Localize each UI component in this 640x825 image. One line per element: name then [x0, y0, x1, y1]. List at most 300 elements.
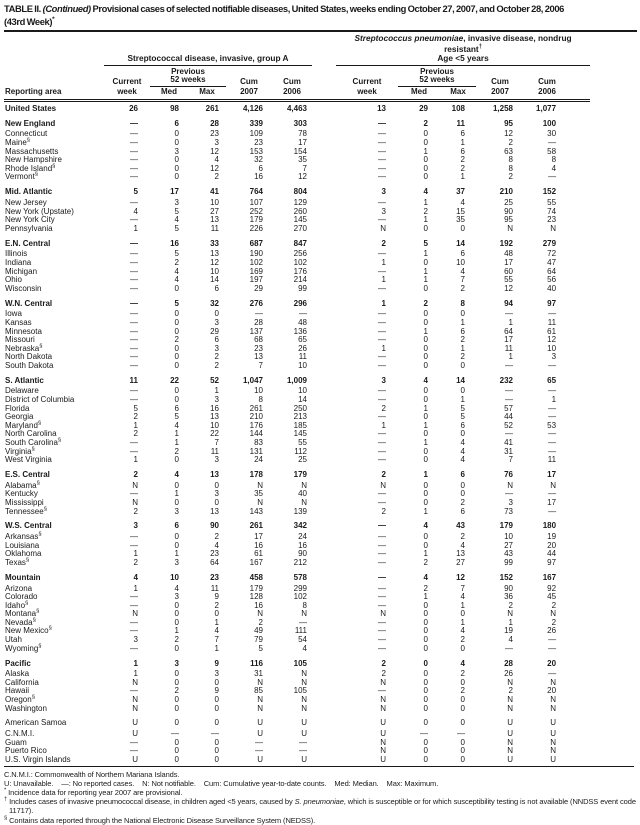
- value-cell: 0: [423, 309, 428, 319]
- value-cell: 5: [174, 223, 179, 233]
- value-cell: —: [378, 617, 386, 627]
- column-gap-cell: [312, 653, 336, 670]
- value-cell: 0: [460, 643, 465, 653]
- value-cell: —: [378, 429, 386, 439]
- value-cell: —: [130, 532, 138, 542]
- value-cell: 0: [460, 737, 465, 747]
- column-gap-cell: [312, 113, 336, 130]
- value-cell: —: [378, 317, 386, 327]
- column-gap-cell: [312, 516, 336, 533]
- table-row: [4, 627, 590, 636]
- value-cell: 2: [133, 429, 138, 439]
- value-cell: 35: [298, 155, 307, 165]
- value-cell: 1: [214, 386, 219, 396]
- value-cell: 11: [129, 375, 138, 385]
- value-cell: 6: [460, 420, 465, 430]
- value-cell: 1: [551, 395, 557, 405]
- value-cell: —: [378, 386, 386, 396]
- value-cell: 13: [456, 549, 465, 559]
- value-cell: 1: [460, 395, 465, 405]
- column-gap-cell: [312, 585, 336, 594]
- group-a-header: Streptococcal disease, invasive, group A: [104, 34, 312, 65]
- column-gap-cell: [312, 499, 336, 508]
- value-cell: 804: [293, 187, 307, 197]
- value-cell: 847: [293, 238, 307, 248]
- value-cell: 2: [508, 172, 513, 182]
- value-cell: 0: [423, 489, 428, 499]
- value-cell: 0: [460, 718, 465, 728]
- col-current-b: Current: [352, 76, 382, 86]
- table-row: [4, 696, 590, 705]
- value-cell: 144: [249, 429, 263, 439]
- value-cell: 0: [423, 360, 428, 370]
- value-cell: 26: [129, 103, 138, 113]
- value-cell: 40: [298, 489, 307, 499]
- value-cell: 108: [451, 103, 465, 113]
- value-cell: 1: [174, 626, 179, 636]
- value-cell: 109: [249, 129, 263, 139]
- value-cell: 1: [381, 298, 386, 308]
- value-cell: 49: [254, 626, 263, 636]
- value-cell: 1: [174, 489, 179, 499]
- column-gap-cell: [312, 756, 336, 765]
- value-cell: 0: [460, 223, 465, 233]
- reporting-area-cell: Mississippi: [5, 497, 44, 507]
- table-row: [4, 533, 590, 542]
- value-cell: 9: [214, 658, 219, 668]
- value-cell: 68: [254, 335, 263, 345]
- reporting-area-cell: W.S. Central: [5, 521, 52, 531]
- reporting-area-cell: California: [5, 677, 39, 687]
- value-cell: 63: [504, 146, 513, 156]
- table-row: [4, 739, 590, 748]
- value-cell: 27: [456, 557, 465, 567]
- value-cell: —: [130, 138, 138, 148]
- column-gap-cell: [312, 482, 336, 491]
- value-cell: —: [378, 146, 386, 156]
- value-cell: 52: [504, 420, 513, 430]
- value-cell: 0: [423, 129, 428, 139]
- value-cell: —: [505, 309, 513, 319]
- value-cell: —: [548, 429, 557, 439]
- table-row: [4, 328, 590, 337]
- reporting-area-cell: Nebraska§: [5, 343, 43, 353]
- table-row: [4, 310, 590, 319]
- reporting-area-cell: Missouri: [5, 335, 35, 345]
- table-row: [4, 670, 590, 679]
- value-cell: 2: [460, 335, 465, 345]
- value-cell: 232: [499, 375, 513, 385]
- value-cell: 22: [210, 429, 219, 439]
- value-cell: —: [378, 215, 386, 225]
- reporting-area-cell: Maine§: [5, 137, 31, 148]
- reporting-area-cell: New Jersey: [5, 198, 47, 207]
- value-cell: 12: [210, 146, 219, 156]
- value-cell: —: [130, 129, 138, 139]
- value-cell: 0: [174, 746, 179, 756]
- value-cell: 20: [547, 686, 557, 696]
- value-cell: 176: [249, 420, 263, 430]
- value-cell: —: [130, 395, 138, 405]
- value-cell: 2: [174, 686, 179, 696]
- value-cell: 8: [302, 600, 307, 610]
- column-gap-cell: [312, 550, 336, 559]
- value-cell: 226: [249, 223, 263, 233]
- value-cell: 2: [214, 172, 219, 182]
- reporting-area-cell: Alabama§: [5, 480, 40, 490]
- value-cell: 1: [381, 420, 386, 430]
- value-cell: 0: [174, 703, 179, 713]
- value-cell: 1,047: [242, 375, 263, 385]
- value-cell: 10: [210, 420, 219, 430]
- value-cell: 57: [504, 403, 513, 413]
- value-cell: 0: [460, 754, 465, 764]
- value-cell: 48: [504, 249, 513, 259]
- value-cell: 0: [174, 617, 179, 627]
- value-cell: 90: [504, 206, 513, 216]
- value-cell: 0: [174, 643, 179, 653]
- value-cell: —: [548, 635, 557, 645]
- reporting-area-cell: Virginia§: [5, 445, 35, 456]
- value-cell: 1,009: [286, 375, 307, 385]
- table-row: [4, 387, 590, 396]
- value-cell: 5: [133, 187, 138, 197]
- value-cell: 17: [254, 532, 263, 542]
- value-cell: 137: [249, 326, 263, 336]
- value-cell: 6: [214, 283, 219, 293]
- value-cell: 23: [210, 129, 219, 139]
- value-cell: 1: [423, 438, 428, 448]
- value-cell: 23: [254, 343, 263, 353]
- value-cell: U: [550, 729, 557, 739]
- value-cell: 4: [423, 572, 428, 582]
- column-gap-cell: [312, 422, 336, 431]
- table-row: [4, 293, 590, 310]
- value-cell: 0: [423, 718, 428, 728]
- column-gap-cell: [312, 148, 336, 157]
- col-previous-a: Previous 52 weeks: [150, 65, 226, 86]
- value-cell: 145: [293, 429, 307, 439]
- value-cell: 7: [214, 635, 219, 645]
- col-cum2006-b: Cum: [538, 76, 556, 86]
- value-cell: 2: [508, 138, 513, 148]
- value-cell: —: [130, 257, 138, 267]
- value-cell: 0: [174, 283, 179, 293]
- value-cell: 6: [174, 118, 179, 128]
- value-cell: 47: [547, 257, 557, 267]
- value-cell: —: [548, 506, 557, 516]
- value-cell: 4: [460, 592, 465, 602]
- column-gap-cell: [312, 336, 336, 345]
- value-cell: 0: [423, 335, 428, 345]
- table-row: [4, 653, 590, 670]
- value-cell: 0: [423, 343, 428, 353]
- value-cell: 83: [254, 438, 263, 448]
- value-cell: 0: [174, 737, 179, 747]
- value-cell: 1: [460, 138, 465, 148]
- value-cell: 0: [423, 643, 428, 653]
- table-row: [4, 362, 590, 371]
- value-cell: 152: [542, 187, 557, 197]
- column-gap-cell: [312, 747, 336, 756]
- col-med-b: Med: [398, 87, 440, 101]
- value-cell: 129: [293, 198, 307, 207]
- table-row: [4, 100, 590, 113]
- value-cell: 99: [298, 283, 307, 293]
- value-cell: 2: [133, 557, 138, 567]
- value-cell: —: [420, 729, 428, 739]
- value-cell: 56: [547, 275, 557, 285]
- value-cell: 11: [210, 446, 219, 456]
- value-cell: U: [132, 754, 138, 764]
- value-cell: 2: [133, 412, 138, 422]
- value-cell: 22: [170, 375, 179, 385]
- value-cell: 13: [210, 506, 219, 516]
- value-cell: 179: [499, 521, 513, 531]
- value-cell: 167: [542, 572, 557, 582]
- value-cell: N: [380, 223, 386, 233]
- reporting-area-cell: Oklahoma: [5, 549, 42, 559]
- value-cell: —: [548, 309, 557, 319]
- value-cell: 14: [298, 395, 307, 405]
- value-cell: 2: [258, 617, 263, 627]
- value-cell: 0: [214, 309, 219, 319]
- value-cell: 1: [460, 343, 465, 353]
- column-gap-cell: [312, 430, 336, 439]
- value-cell: 97: [547, 298, 557, 308]
- reporting-area-cell: Kentucky: [5, 489, 38, 499]
- value-cell: N: [380, 677, 386, 687]
- value-cell: 2: [508, 686, 513, 696]
- value-cell: 136: [293, 326, 307, 336]
- col-2007-b: 2007: [476, 87, 524, 101]
- value-cell: 100: [542, 118, 557, 128]
- reporting-area-cell: Michigan: [5, 266, 38, 276]
- value-cell: —: [378, 557, 386, 567]
- column-gap-cell: [312, 216, 336, 225]
- value-cell: N: [132, 695, 138, 705]
- reporting-area-cell: Colorado: [5, 592, 38, 602]
- value-cell: 7: [460, 275, 465, 285]
- column-gap-cell: [312, 328, 336, 337]
- reporting-area-cell: Kansas: [5, 317, 32, 327]
- value-cell: —: [130, 326, 138, 336]
- value-cell: —: [130, 238, 138, 248]
- value-cell: 111: [294, 626, 307, 636]
- value-cell: —: [130, 215, 138, 225]
- value-cell: 12: [456, 572, 465, 582]
- value-cell: 28: [504, 658, 513, 668]
- value-cell: 0: [423, 395, 428, 405]
- value-cell: 10: [210, 266, 219, 276]
- value-cell: 10: [504, 532, 513, 542]
- table-row: [4, 559, 590, 568]
- value-cell: 78: [298, 129, 307, 139]
- value-cell: 0: [423, 746, 428, 756]
- value-cell: 12: [504, 129, 513, 139]
- value-cell: 342: [293, 521, 307, 531]
- table-row: [4, 687, 590, 696]
- value-cell: 33: [210, 238, 219, 248]
- reporting-area-cell: Washington: [5, 703, 47, 713]
- column-gap-cell: [312, 310, 336, 319]
- value-cell: —: [505, 386, 513, 396]
- column-gap-cell: [312, 568, 336, 585]
- value-cell: 60: [504, 266, 513, 276]
- value-cell: 13: [377, 103, 386, 113]
- value-cell: 12: [547, 335, 557, 345]
- value-cell: N: [132, 480, 138, 490]
- value-cell: 30: [547, 129, 557, 139]
- value-cell: 7: [214, 438, 219, 448]
- value-cell: 0: [174, 386, 179, 396]
- value-cell: —: [299, 617, 307, 627]
- table-row: [4, 165, 590, 174]
- value-cell: 0: [174, 532, 179, 542]
- value-cell: 260: [293, 206, 307, 216]
- value-cell: N: [380, 737, 386, 747]
- value-cell: N: [301, 703, 307, 713]
- value-cell: 5: [174, 249, 179, 259]
- value-cell: 2: [460, 155, 465, 165]
- value-cell: 0: [423, 677, 428, 687]
- value-cell: —: [548, 360, 557, 370]
- value-cell: 0: [423, 455, 428, 465]
- value-cell: —: [378, 643, 386, 653]
- value-cell: 1,258: [492, 103, 513, 113]
- value-cell: 11: [210, 223, 219, 233]
- value-cell: 37: [456, 187, 465, 197]
- value-cell: N: [132, 497, 138, 507]
- column-gap-cell: [312, 713, 336, 730]
- value-cell: 3: [508, 497, 513, 507]
- table-row: [4, 645, 590, 654]
- table-row: [4, 610, 590, 619]
- value-cell: 31: [504, 446, 513, 456]
- column-gap-cell: [312, 156, 336, 165]
- value-cell: 2: [174, 335, 179, 345]
- value-cell: 0: [423, 497, 428, 507]
- column-gap-cell: [312, 225, 336, 234]
- value-cell: —: [378, 583, 386, 593]
- value-cell: 2: [423, 557, 428, 567]
- value-cell: 44: [547, 549, 557, 559]
- value-cell: N: [550, 677, 557, 687]
- reporting-area-cell: Wyoming§: [5, 643, 42, 653]
- value-cell: —: [548, 403, 557, 413]
- title-line1: TABLE II. (Continued) Provisional cases of selected notifiable diseases, United States, weeks ending October 27, 2007, and October 28, 2006: [4, 3, 564, 14]
- value-cell: 10: [456, 257, 465, 267]
- value-cell: 1: [423, 275, 428, 285]
- value-cell: —: [378, 540, 386, 550]
- value-cell: 2: [460, 352, 465, 362]
- value-cell: 8: [508, 155, 513, 165]
- value-cell: 0: [460, 480, 465, 490]
- footnote-star: * Incidence data for reporting year 2007 are provisional.: [4, 787, 183, 797]
- value-cell: 0: [174, 395, 179, 405]
- value-cell: 1: [423, 420, 428, 430]
- col-cum2007-a: Cum: [240, 76, 258, 86]
- value-cell: —: [548, 489, 557, 499]
- reporting-area-cell: Idaho§: [5, 600, 29, 610]
- value-cell: 16: [170, 238, 179, 248]
- value-cell: N: [507, 223, 513, 233]
- value-cell: 11: [210, 583, 219, 593]
- value-cell: 105: [293, 686, 307, 696]
- value-cell: —: [130, 155, 138, 165]
- table-row: [4, 482, 590, 491]
- column-gap-cell: [312, 533, 336, 542]
- value-cell: 0: [174, 326, 179, 336]
- value-cell: 2: [551, 617, 557, 627]
- value-cell: 0: [423, 600, 428, 610]
- value-cell: 0: [174, 600, 179, 610]
- value-cell: —: [378, 489, 386, 499]
- value-cell: N: [380, 746, 386, 756]
- table-row: [4, 593, 590, 602]
- footnote-section: § Contains data reported through the National Electronic Disease Surveillance System (NEDSS).: [4, 815, 316, 825]
- value-cell: —: [130, 317, 138, 327]
- reporting-area-cell: Indiana: [5, 257, 32, 267]
- value-cell: 64: [547, 266, 557, 276]
- value-cell: —: [378, 395, 386, 405]
- value-cell: 0: [214, 480, 219, 490]
- value-cell: 28: [254, 317, 263, 327]
- value-cell: —: [378, 155, 386, 165]
- value-cell: 14: [456, 375, 465, 385]
- value-cell: —: [130, 360, 138, 370]
- column-gap-cell: [312, 739, 336, 748]
- value-cell: 2: [133, 506, 138, 516]
- value-cell: 1: [381, 343, 386, 353]
- value-cell: 3: [381, 187, 386, 197]
- group-b-age-line: Age <5 years: [437, 52, 489, 63]
- value-cell: 90: [504, 583, 513, 593]
- reporting-area-cell: Hawaii: [5, 686, 30, 696]
- value-cell: 0: [174, 343, 179, 353]
- value-cell: 261: [205, 103, 219, 113]
- value-cell: 13: [254, 352, 263, 362]
- value-cell: 12: [298, 172, 307, 182]
- value-cell: N: [507, 695, 513, 705]
- column-gap-cell: [312, 130, 336, 139]
- reporting-area-cell: Iowa: [5, 309, 22, 319]
- value-cell: 0: [423, 609, 428, 619]
- value-cell: 0: [174, 360, 179, 370]
- value-cell: 8: [508, 163, 513, 173]
- table-row: [4, 456, 590, 465]
- value-cell: 4: [174, 470, 179, 480]
- value-cell: —: [548, 643, 557, 653]
- value-cell: —: [171, 729, 179, 739]
- value-cell: 9: [214, 592, 219, 602]
- value-cell: 74: [547, 206, 557, 216]
- value-cell: 0: [214, 746, 219, 756]
- value-cell: —: [378, 438, 386, 448]
- reporting-area-cell: Texas§: [5, 557, 30, 567]
- value-cell: 2: [460, 497, 465, 507]
- value-cell: 16: [210, 403, 219, 413]
- column-gap-cell: [312, 165, 336, 174]
- value-cell: 1: [174, 549, 179, 559]
- value-cell: 6: [174, 521, 179, 531]
- value-cell: 43: [504, 549, 513, 559]
- reporting-area-cell: W.N. Central: [5, 298, 53, 308]
- reporting-area-cell: U.S. Virgin Islands: [5, 754, 71, 764]
- col-previous-b: Previous 52 weeks: [398, 65, 476, 86]
- column-gap-cell: [312, 259, 336, 268]
- column-gap-cell: [312, 208, 336, 217]
